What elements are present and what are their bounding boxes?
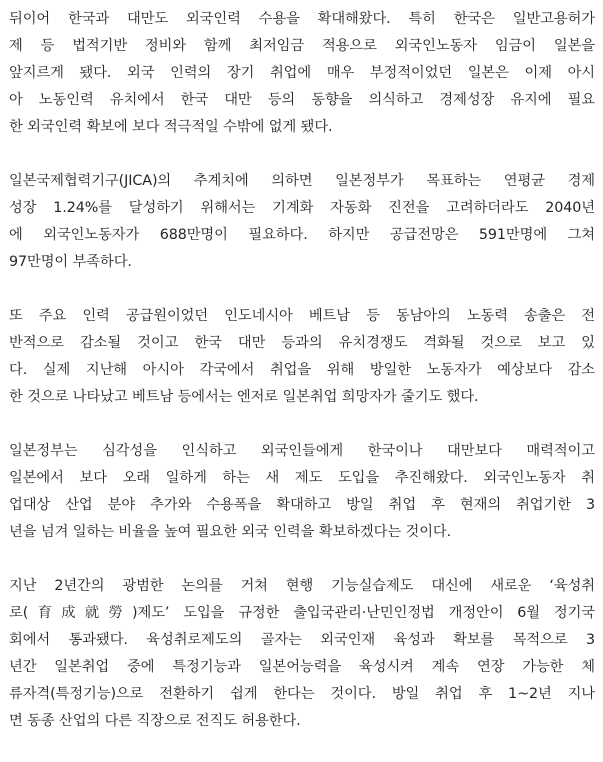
text-line: 면 동종 산업의 다른 직장으로 전직도 허용한다. <box>9 713 301 729</box>
text-line: 일본국제협력기구(JICA)의 추계치에 의하면 일본정부가 목표하는 연평균 경제 <box>9 173 595 189</box>
text-line: 한 외국인력 확보에 보다 적극적일 수밖에 없게 됐다. <box>9 119 333 135</box>
text-line: 년을 넘겨 일하는 비율을 높여 필요한 외국 인력을 확보하겠다는 것이다. <box>9 524 452 540</box>
text-line: 류자격(특정기능)으로 전환하기 쉽게 한다는 것이다. 방일 취업 후 1~2년 지나 <box>9 686 595 702</box>
text-line: 다. 실제 지난해 아시아 각국에서 취업을 위해 방일한 노동자가 예상보다 감소 <box>9 362 596 378</box>
text-line: 또 주요 인력 공급원이었던 인도네시아 베트남 등 동남아의 노동력 송출은 전 <box>9 308 595 324</box>
text-line: 아 노동인력 유치에서 한국 대만 등의 동향을 의식하고 경제성장 유지에 필요 <box>9 92 595 108</box>
text-line: 에 외국인노동자가 688만명이 필요하다. 하지만 공급전망은 591만명에 그쳐 <box>9 227 595 243</box>
text-line: 회에서 통과됐다. 육성취로제도의 골자는 외국인재 육성과 확보를 목적으로 3 <box>9 632 595 648</box>
text-line: 반적으로 감소될 것이고 한국 대만 등과의 유치경쟁도 격화될 것으로 보고 있 <box>9 335 595 351</box>
text-line: 일본에서 보다 오래 일하게 하는 새 제도 도입을 추진해왔다. 외국인노동자 취 <box>9 470 596 486</box>
text-line: 지난 2년간의 광범한 논의를 거쳐 현행 기능실습제도 대신에 새로운 ‘육성취 <box>9 578 595 594</box>
paragraph <box>9 168 595 276</box>
paragraph <box>9 303 595 411</box>
text-line: 97만명이 부족하다. <box>9 254 132 270</box>
text-line: 뒤이어 한국과 대만도 외국인력 수용을 확대해왔다. 특히 한국은 일반고용허가 <box>9 11 595 27</box>
text-line: 업대상 산업 분야 추가와 수용폭을 확대하고 방일 취업 후 현재의 취업기한 3 <box>9 497 595 513</box>
text-line: 제 등 법적기반 정비와 함께 최저임금 적용으로 외국인노동자 임금이 일본을 <box>9 38 595 54</box>
text-line: 성장 1.24%를 달성하기 위해서는 기계화 자동화 진전을 고려하더라도 2040년 <box>9 200 595 216</box>
paragraph <box>9 6 595 141</box>
article-body <box>9 6 595 762</box>
text-line: 한 것으로 나타났고 베트남 등에서는 엔저로 일본취업 희망자가 줄기도 했다. <box>9 389 479 405</box>
text-line: 앞지르게 됐다. 외국 인력의 장기 취업에 매우 부정적이었던 일본은 이제 아시 <box>9 65 596 81</box>
text-line: 로(育成就勞)제도’ 도입을 규정한 출입국관리·난민인정법 개정안이 6월 정기국 <box>9 605 595 621</box>
paragraph <box>9 438 595 546</box>
text-line: 일본정부는 심각성을 인식하고 외국인들에게 한국이나 대만보다 매력적이고 <box>9 443 595 459</box>
text-line: 년간 일본취업 중에 특정기능과 일본어능력을 육성시켜 계속 연장 가능한 체 <box>9 659 595 675</box>
